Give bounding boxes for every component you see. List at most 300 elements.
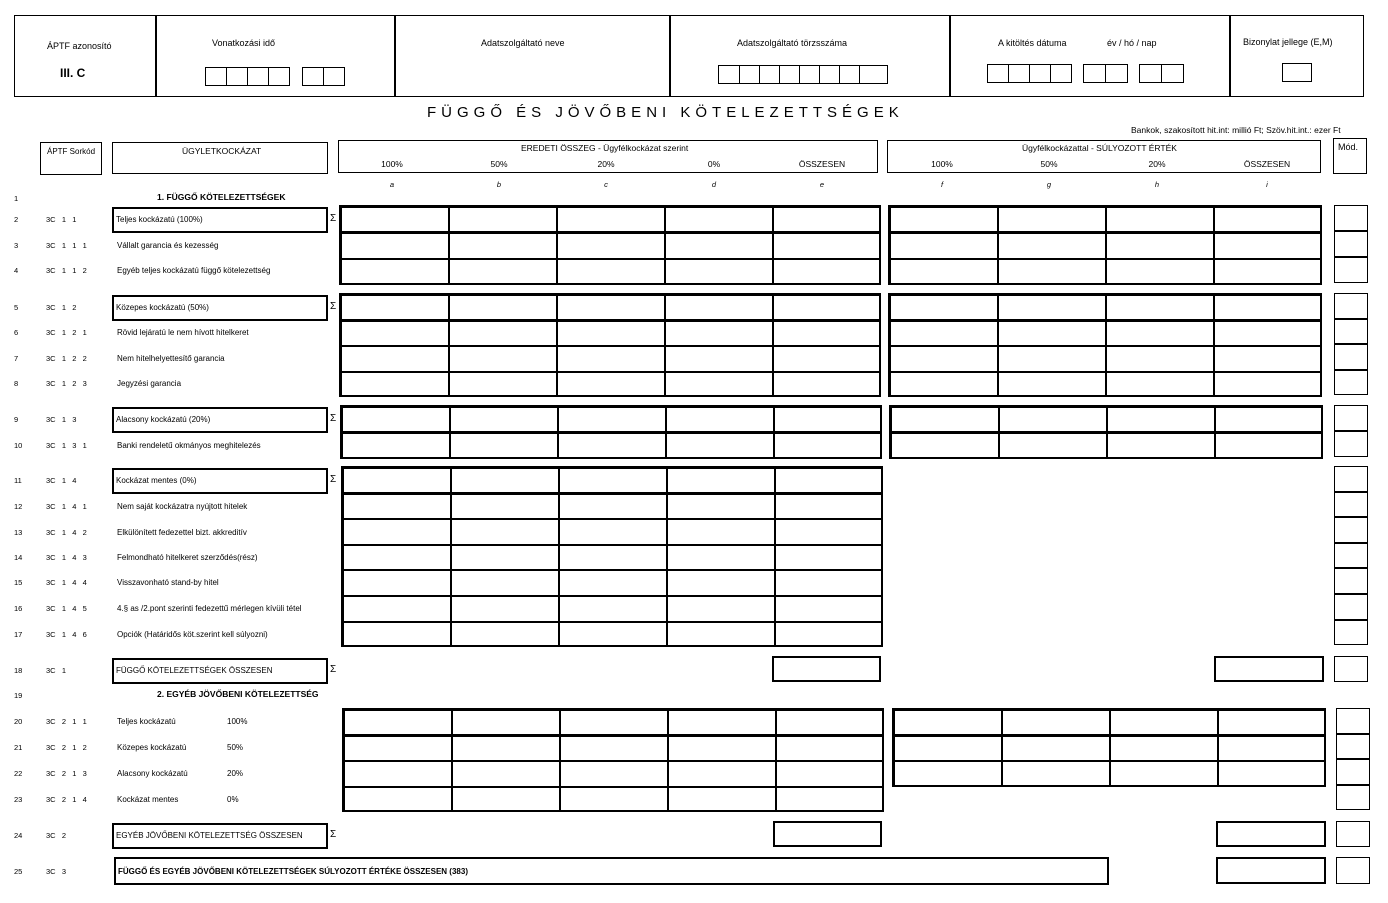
data-cell[interactable] [1215,433,1323,459]
data-cell[interactable] [773,207,881,233]
data-cell[interactable] [774,407,882,433]
sigma-symbol: Σ [330,301,337,312]
data-cell[interactable] [557,321,665,347]
row-number: 13 [14,528,23,537]
data-cell[interactable] [343,622,451,648]
header-divider [669,15,671,97]
sulyozott-grid [889,405,1323,459]
data-cell[interactable] [557,207,665,233]
row-number: 1 [14,194,19,203]
data-cell[interactable] [894,761,1002,787]
column-subheader: 50% [1040,159,1058,169]
row-number: 4 [14,266,19,275]
row-code: 3C 1 2 3 [46,379,87,388]
row-code: 3C 1 2 1 [46,328,87,337]
mod-cell[interactable] [1334,370,1368,396]
data-cell[interactable] [452,761,560,787]
sulyozott-label: Ügyfélkockázattal - SÚLYOZOTT ÉRTÉK [1022,143,1177,153]
data-cell[interactable] [452,736,560,762]
data-cell[interactable] [557,259,665,285]
row-number: 9 [14,415,19,424]
mod-cell[interactable] [1336,759,1370,785]
row-label: EGYÉB JÖVŐBENI KÖTELEZETTSÉG ÖSSZESEN [116,831,303,840]
data-cell[interactable] [452,710,560,736]
data-cell[interactable] [890,259,998,285]
column-letter: i [1266,180,1268,189]
data-cell[interactable] [665,372,773,398]
data-cell[interactable] [998,346,1106,372]
column-letter: h [1154,180,1160,189]
data-cell[interactable] [451,468,559,494]
kitoltes-label: A kitöltés dátuma [998,38,1067,48]
data-cell[interactable] [667,622,775,648]
grand-total-box[interactable] [1216,857,1326,884]
row-code: 3C 1 1 2 [46,266,87,275]
mod-cell[interactable] [1336,785,1370,811]
data-cell[interactable] [343,545,451,571]
column-subheader: 0% [707,159,721,169]
mod-cell[interactable] [1334,344,1368,370]
mod-cell[interactable] [1334,319,1368,345]
data-cell[interactable] [342,433,450,459]
header-divider [155,15,157,97]
data-cell[interactable] [668,761,776,787]
data-cell[interactable] [1002,710,1110,736]
column-letter: d [711,180,717,189]
column-subheader: ÖSSZESEN [798,159,846,169]
data-cell[interactable] [557,295,665,321]
data-cell[interactable] [666,407,774,433]
row-code: 3C 1 [46,666,67,675]
data-cell[interactable] [773,295,881,321]
mod-cell[interactable] [1334,543,1368,569]
sigma-symbol: Σ [330,829,337,840]
row-number: 24 [14,831,23,840]
data-cell[interactable] [559,545,667,571]
header-divider [1229,15,1231,97]
data-cell[interactable] [665,295,773,321]
sigma-symbol: Σ [330,664,337,675]
row-number: 14 [14,553,23,562]
row-label: Rövid lejáratú le nem hívott hitelkeret [117,328,249,337]
row-label: Opciók (Határidős köt.szerint kell súlyozni) [117,630,268,639]
data-cell[interactable] [998,295,1106,321]
data-cell[interactable] [775,468,883,494]
row-label: FÜGGŐ KÖTELEZETTSÉGEK ÖSSZESEN [116,666,273,675]
row-number: 3 [14,241,19,250]
data-cell[interactable] [667,545,775,571]
row-label: Visszavonható stand-by hitel [117,578,219,587]
row-code: 3C 1 4 4 [46,578,87,587]
data-cell[interactable] [1002,761,1110,787]
mod-cell[interactable] [1334,466,1368,492]
data-cell[interactable] [773,233,881,259]
data-cell[interactable] [559,570,667,596]
data-cell[interactable] [999,433,1107,459]
data-cell[interactable] [998,207,1106,233]
data-cell[interactable] [999,407,1107,433]
row-code: 3C 1 3 [46,415,77,424]
data-cell[interactable] [557,233,665,259]
row-number: 2 [14,215,19,224]
row-code: 3C 2 1 2 [46,743,87,752]
row-code: 3C 1 1 [46,215,77,224]
eredeti-grid [339,293,881,397]
row-code: 3C 1 4 3 [46,553,87,562]
row-code: 3C 2 1 3 [46,769,87,778]
data-cell[interactable] [341,259,449,285]
row-label: FÜGGŐ ÉS EGYÉB JÖVŐBENI KÖTELEZETTSÉGEK SÚLYOZOTT ÉRTÉKE ÖSSZESEN (383) [118,867,468,876]
data-cell[interactable] [341,321,449,347]
kitoltes-day-field[interactable] [1139,64,1184,83]
torzsszam-field[interactable] [718,65,888,84]
row-label: Teljes kockázatú [117,717,176,726]
row-code: 3C 2 1 1 [46,717,87,726]
mod-cell[interactable] [1334,517,1368,543]
data-cell[interactable] [891,407,999,433]
data-cell[interactable] [776,761,884,787]
row-number: 23 [14,795,23,804]
row-number: 7 [14,354,19,363]
data-cell[interactable] [890,321,998,347]
data-cell[interactable] [451,570,559,596]
row-percent: 50% [227,743,244,752]
row-code: 3C 1 4 5 [46,604,87,613]
data-cell[interactable] [1110,710,1218,736]
row-label: Alacsony kockázatú (20%) [116,415,211,424]
page-title: FÜGGŐ ÉS JÖVŐBENI KÖTELEZETTSÉGEK [427,104,904,121]
mod-cell[interactable] [1334,656,1368,682]
mod-cell[interactable] [1336,734,1370,760]
data-cell[interactable] [775,494,883,520]
data-cell[interactable] [894,710,1002,736]
data-cell[interactable] [668,710,776,736]
data-cell[interactable] [344,736,452,762]
row-label: Banki rendeletű okmányos meghitelezés [117,441,261,450]
data-cell[interactable] [776,736,884,762]
data-cell[interactable] [1106,372,1214,398]
column-subheader: 100% [381,159,403,169]
header-divider [394,15,396,97]
total-eredeti-box[interactable] [773,821,882,847]
row-code: 3C 2 1 4 [46,795,87,804]
data-cell[interactable] [890,346,998,372]
row-code: 3C 1 2 [46,303,77,312]
vonatkozasi-ido-year-field[interactable] [205,67,290,86]
mod-cell[interactable] [1334,431,1368,457]
row-number: 16 [14,604,23,613]
mod-cell[interactable] [1334,293,1368,319]
row-code: 3C 3 [46,867,67,876]
data-cell[interactable] [1214,295,1322,321]
data-cell[interactable] [557,346,665,372]
data-cell[interactable] [998,321,1106,347]
data-cell[interactable] [559,596,667,622]
data-cell[interactable] [342,407,450,433]
data-cell[interactable] [1110,736,1218,762]
column-letter: g [1046,180,1052,189]
data-cell[interactable] [665,233,773,259]
row-number: 22 [14,769,23,778]
data-cell[interactable] [343,519,451,545]
vonatkozasi-ido-label: Vonatkozási idő [212,38,276,48]
row-number: 15 [14,578,23,587]
data-cell[interactable] [775,622,883,648]
data-cell[interactable] [667,519,775,545]
data-cell[interactable] [666,433,774,459]
data-cell[interactable] [775,570,883,596]
data-cell[interactable] [449,233,557,259]
column-subheader: 100% [931,159,953,169]
data-cell[interactable] [450,433,558,459]
data-cell[interactable] [341,233,449,259]
sigma-symbol: Σ [330,474,337,485]
mod-cell[interactable] [1334,405,1368,431]
ev-ho-nap-label: év / hó / nap [1107,38,1157,48]
mod-cell[interactable] [1334,231,1368,257]
data-cell[interactable] [665,321,773,347]
kitoltes-year-field[interactable] [987,64,1072,83]
data-cell[interactable] [449,372,557,398]
row-label: Vállalt garancia és kezesség [117,241,219,250]
aptf-value: III. C [60,66,86,80]
data-cell[interactable] [449,259,557,285]
column-letter: f [940,180,944,189]
data-cell[interactable] [1107,433,1215,459]
data-cell[interactable] [560,710,668,736]
data-cell[interactable] [890,207,998,233]
row-number: 17 [14,630,23,639]
bizonylat-field[interactable] [1282,63,1312,82]
mod-cell[interactable] [1334,568,1368,594]
mod-label: Mód. [1338,142,1359,152]
section-heading: 1. FÜGGŐ KÖTELEZETTSÉGEK [157,192,286,202]
data-cell[interactable] [1214,233,1322,259]
column-letter: c [604,180,608,189]
data-cell[interactable] [1218,736,1326,762]
data-cell[interactable] [560,787,668,813]
data-cell[interactable] [665,207,773,233]
data-cell[interactable] [1106,346,1214,372]
data-cell[interactable] [560,761,668,787]
data-cell[interactable] [665,259,773,285]
data-cell[interactable] [451,519,559,545]
data-cell[interactable] [776,787,884,813]
row-code: 3C 1 3 1 [46,441,87,450]
row-number: 21 [14,743,23,752]
data-cell[interactable] [775,545,883,571]
data-cell[interactable] [998,372,1106,398]
data-cell[interactable] [773,346,881,372]
data-cell[interactable] [452,787,560,813]
data-cell[interactable] [667,494,775,520]
data-cell[interactable] [450,407,558,433]
row-number: 18 [14,666,23,675]
row-percent: 20% [227,769,244,778]
ugyletkockazat-label: ÜGYLETKOCKÁZAT [182,146,262,156]
data-cell[interactable] [1110,761,1218,787]
data-cell[interactable] [1214,321,1322,347]
adatszolgaltato-neve-label: Adatszolgáltató neve [481,38,565,48]
row-code: 3C 2 [46,831,67,840]
data-cell[interactable] [1106,321,1214,347]
total-sulyozott-box[interactable] [1214,656,1324,682]
row-label: Kockázat mentes (0%) [116,476,197,485]
data-cell[interactable] [559,519,667,545]
data-cell[interactable] [449,321,557,347]
data-cell[interactable] [773,372,881,398]
data-cell[interactable] [343,570,451,596]
row-code: 3C 1 1 1 [46,241,87,250]
eredeti-grid [342,708,884,812]
mod-cell[interactable] [1334,205,1368,231]
data-cell[interactable] [344,710,452,736]
mod-cell[interactable] [1334,620,1368,646]
row-number: 6 [14,328,19,337]
data-cell[interactable] [558,407,666,433]
data-cell[interactable] [1214,259,1322,285]
data-cell[interactable] [774,433,882,459]
row-label: Elkülönített fedezettel bizt. akkreditív [117,528,247,537]
data-cell[interactable] [665,346,773,372]
data-cell[interactable] [1214,207,1322,233]
data-cell[interactable] [449,346,557,372]
data-cell[interactable] [890,295,998,321]
data-cell[interactable] [890,372,998,398]
data-cell[interactable] [667,570,775,596]
total-sulyozott-box[interactable] [1216,821,1326,847]
data-cell[interactable] [449,207,557,233]
data-cell[interactable] [667,596,775,622]
column-subheader: 20% [597,159,615,169]
data-cell[interactable] [998,233,1106,259]
data-cell[interactable] [343,468,451,494]
kitoltes-month-field[interactable] [1083,64,1128,83]
row-number: 25 [14,867,23,876]
row-label: 4.§ as /2.pont szerinti fedezettű mérlegen kívüli tétel [117,604,302,613]
sigma-symbol: Σ [330,413,337,424]
row-number: 20 [14,717,23,726]
data-cell[interactable] [668,787,776,813]
data-cell[interactable] [1107,407,1215,433]
data-cell[interactable] [344,761,452,787]
data-cell[interactable] [451,545,559,571]
data-cell[interactable] [773,321,881,347]
data-cell[interactable] [775,596,883,622]
data-cell[interactable] [559,622,667,648]
sorkod-label: ÁPTF Sorkód [47,147,96,156]
data-cell[interactable] [891,433,999,459]
data-cell[interactable] [668,736,776,762]
data-cell[interactable] [559,494,667,520]
data-cell[interactable] [451,494,559,520]
data-cell[interactable] [559,468,667,494]
eredeti-label: EREDETI ÖSSZEG - Ügyfélkockázat szerint [521,143,689,153]
mod-cell[interactable] [1334,492,1368,518]
data-cell[interactable] [775,519,883,545]
total-eredeti-box[interactable] [772,656,881,682]
data-cell[interactable] [773,259,881,285]
row-number: 12 [14,502,23,511]
data-cell[interactable] [1106,259,1214,285]
row-number: 10 [14,441,23,450]
row-code: 3C 1 4 1 [46,502,87,511]
data-cell[interactable] [1106,207,1214,233]
row-label: Jegyzési garancia [117,379,182,388]
eredeti-grid [341,466,883,647]
column-letter: e [819,180,825,189]
data-cell[interactable] [343,596,451,622]
vonatkozasi-ido-month-field[interactable] [302,67,345,86]
data-cell[interactable] [1214,372,1322,398]
sulyozott-grid [888,293,1322,397]
mod-cell[interactable] [1334,257,1368,283]
header-divider [949,15,951,97]
data-cell[interactable] [890,233,998,259]
column-subheader: 20% [1148,159,1166,169]
data-cell[interactable] [451,622,559,648]
mod-cell[interactable] [1336,857,1370,884]
data-cell[interactable] [667,468,775,494]
data-cell[interactable] [343,494,451,520]
row-number: 19 [14,691,23,700]
data-cell[interactable] [341,346,449,372]
row-label: Alacsony kockázatú [117,769,188,778]
row-label: Felmondható hitelkeret szerződés(rész) [117,553,258,562]
mod-cell[interactable] [1336,708,1370,734]
data-cell[interactable] [1218,710,1326,736]
data-cell[interactable] [341,372,449,398]
column-subheader: ÖSSZESEN [1243,159,1291,169]
data-cell[interactable] [1002,736,1110,762]
row-code: 3C 1 4 [46,476,77,485]
data-cell[interactable] [344,787,452,813]
row-label: Kockázat mentes [117,795,179,804]
data-cell[interactable] [449,295,557,321]
torzsszam-label: Adatszolgáltató törzsszáma [737,38,848,48]
sulyozott-grid [888,205,1322,285]
data-cell[interactable] [341,295,449,321]
data-cell[interactable] [1218,761,1326,787]
data-cell[interactable] [776,710,884,736]
data-cell[interactable] [558,433,666,459]
data-cell[interactable] [560,736,668,762]
data-cell[interactable] [1106,295,1214,321]
mod-cell[interactable] [1334,594,1368,620]
mod-cell[interactable] [1336,821,1370,847]
data-cell[interactable] [557,372,665,398]
row-code: 3C 1 4 6 [46,630,87,639]
data-cell[interactable] [341,207,449,233]
data-cell[interactable] [1215,407,1323,433]
row-code: 3C 1 4 2 [46,528,87,537]
row-number: 5 [14,303,19,312]
eredeti-grid [340,405,882,459]
data-cell[interactable] [1106,233,1214,259]
data-cell[interactable] [998,259,1106,285]
data-cell[interactable] [894,736,1002,762]
row-label: Teljes kockázatú (100%) [116,215,203,224]
data-cell[interactable] [1214,346,1322,372]
sigma-symbol: Σ [330,213,337,224]
aptf-label: ÁPTF azonosító [47,41,112,51]
row-label: Közepes kockázatú (50%) [116,303,209,312]
sulyozott-grid [892,708,1326,787]
column-letter: a [389,180,395,189]
row-percent: 0% [227,795,239,804]
row-label: Nem hitelhelyettesítő garancia [117,354,225,363]
data-cell[interactable] [451,596,559,622]
